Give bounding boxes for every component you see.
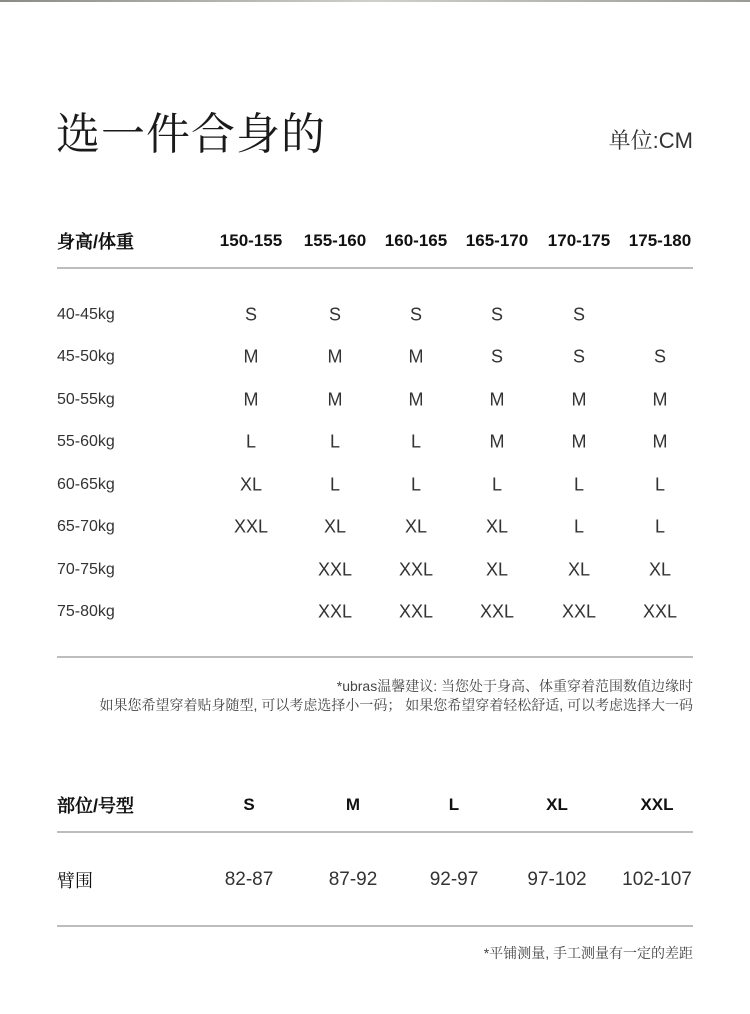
unit-label: 单位:CM [608, 128, 693, 153]
height-column-header: 160-165 [384, 231, 448, 250]
size-cell: M [489, 389, 505, 410]
size-cell: M [243, 346, 259, 367]
size-column-header: XXL [640, 795, 674, 814]
weight-row-label: 50-55kg [57, 391, 115, 408]
size-cell: L [654, 474, 666, 495]
size-cell: L [329, 431, 341, 452]
size-cell: L [654, 516, 666, 537]
size-cell: L [410, 474, 422, 495]
divider [57, 656, 693, 658]
size-cell: L [573, 474, 585, 495]
height-column-header: 155-160 [303, 231, 367, 250]
size-cell: XL [567, 559, 591, 580]
size-cell: XXL [479, 601, 515, 622]
size-cell: M [408, 346, 424, 367]
weight-row-label: 40-45kg [57, 306, 115, 323]
size-cell: XXL [317, 601, 353, 622]
advice-note-line2: 如果您希望穿着贴身随型, 可以考虑选择小一码； 如果您希望穿着轻松舒适, 可以考虑选择大一码 [99, 697, 693, 713]
size-cell: XL [323, 516, 347, 537]
measurement-cell: 92-97 [429, 869, 479, 890]
measurement-cell: 102-107 [622, 869, 692, 890]
divider [57, 925, 693, 927]
size-cell: M [243, 389, 259, 410]
size-cell: XXL [398, 601, 434, 622]
size-cell: M [571, 389, 587, 410]
size-cell: S [653, 346, 667, 367]
size-cell: S [409, 304, 423, 325]
top-divider [0, 0, 750, 2]
size-cell: M [652, 389, 668, 410]
size-column-header: XL [546, 795, 568, 814]
size-cell: XXL [317, 559, 353, 580]
size-table-corner: 身高/体重 [57, 232, 135, 252]
measurement-cell: 82-87 [224, 869, 274, 890]
height-column-header: 165-170 [465, 231, 529, 250]
measurement-cell: 97-102 [527, 869, 587, 890]
size-cell: XXL [233, 516, 269, 537]
size-cell: XL [485, 559, 509, 580]
size-cell: S [572, 304, 586, 325]
size-cell: M [327, 346, 343, 367]
weight-row-label: 75-80kg [57, 603, 115, 620]
advice-note-line1: *ubras温馨建议: 当您处于身高、体重穿着范围数值边缘时 [336, 678, 693, 694]
size-cell: M [571, 431, 587, 452]
height-column-header: 170-175 [547, 231, 611, 250]
body-part-label: 臂围 [57, 871, 93, 891]
size-cell: XL [404, 516, 428, 537]
size-cell: L [573, 516, 585, 537]
size-cell: S [572, 346, 586, 367]
weight-row-label: 70-75kg [57, 561, 115, 578]
size-cell: L [329, 474, 341, 495]
size-cell: M [327, 389, 343, 410]
size-cell: M [652, 431, 668, 452]
weight-row-label: 45-50kg [57, 348, 115, 365]
size-cell: XL [239, 474, 263, 495]
size-cell: S [490, 346, 504, 367]
divider [57, 831, 693, 833]
size-cell: XL [648, 559, 672, 580]
size-cell: L [410, 431, 422, 452]
size-column-header: S [243, 795, 255, 814]
size-cell: S [244, 304, 258, 325]
size-cell: L [245, 431, 257, 452]
height-column-header: 150-155 [219, 231, 283, 250]
page-title: 选一件合身的 [56, 110, 326, 159]
size-cell: XXL [642, 601, 678, 622]
size-cell: XXL [398, 559, 434, 580]
size-cell: M [489, 431, 505, 452]
size-cell: S [490, 304, 504, 325]
size-cell: S [328, 304, 342, 325]
weight-row-label: 60-65kg [57, 476, 115, 493]
measurement-cell: 87-92 [328, 869, 378, 890]
weight-row-label: 65-70kg [57, 518, 115, 535]
size-column-header: M [345, 795, 361, 814]
measure-table-corner: 部位/号型 [57, 796, 135, 816]
size-cell: L [491, 474, 503, 495]
size-cell: XXL [561, 601, 597, 622]
size-cell: XL [485, 516, 509, 537]
size-cell: M [408, 389, 424, 410]
divider [57, 267, 693, 269]
footnote: *平铺测量, 手工测量有一定的差距 [483, 945, 693, 961]
size-column-header: L [448, 795, 460, 814]
weight-row-label: 55-60kg [57, 433, 115, 450]
height-column-header: 175-180 [628, 231, 692, 250]
